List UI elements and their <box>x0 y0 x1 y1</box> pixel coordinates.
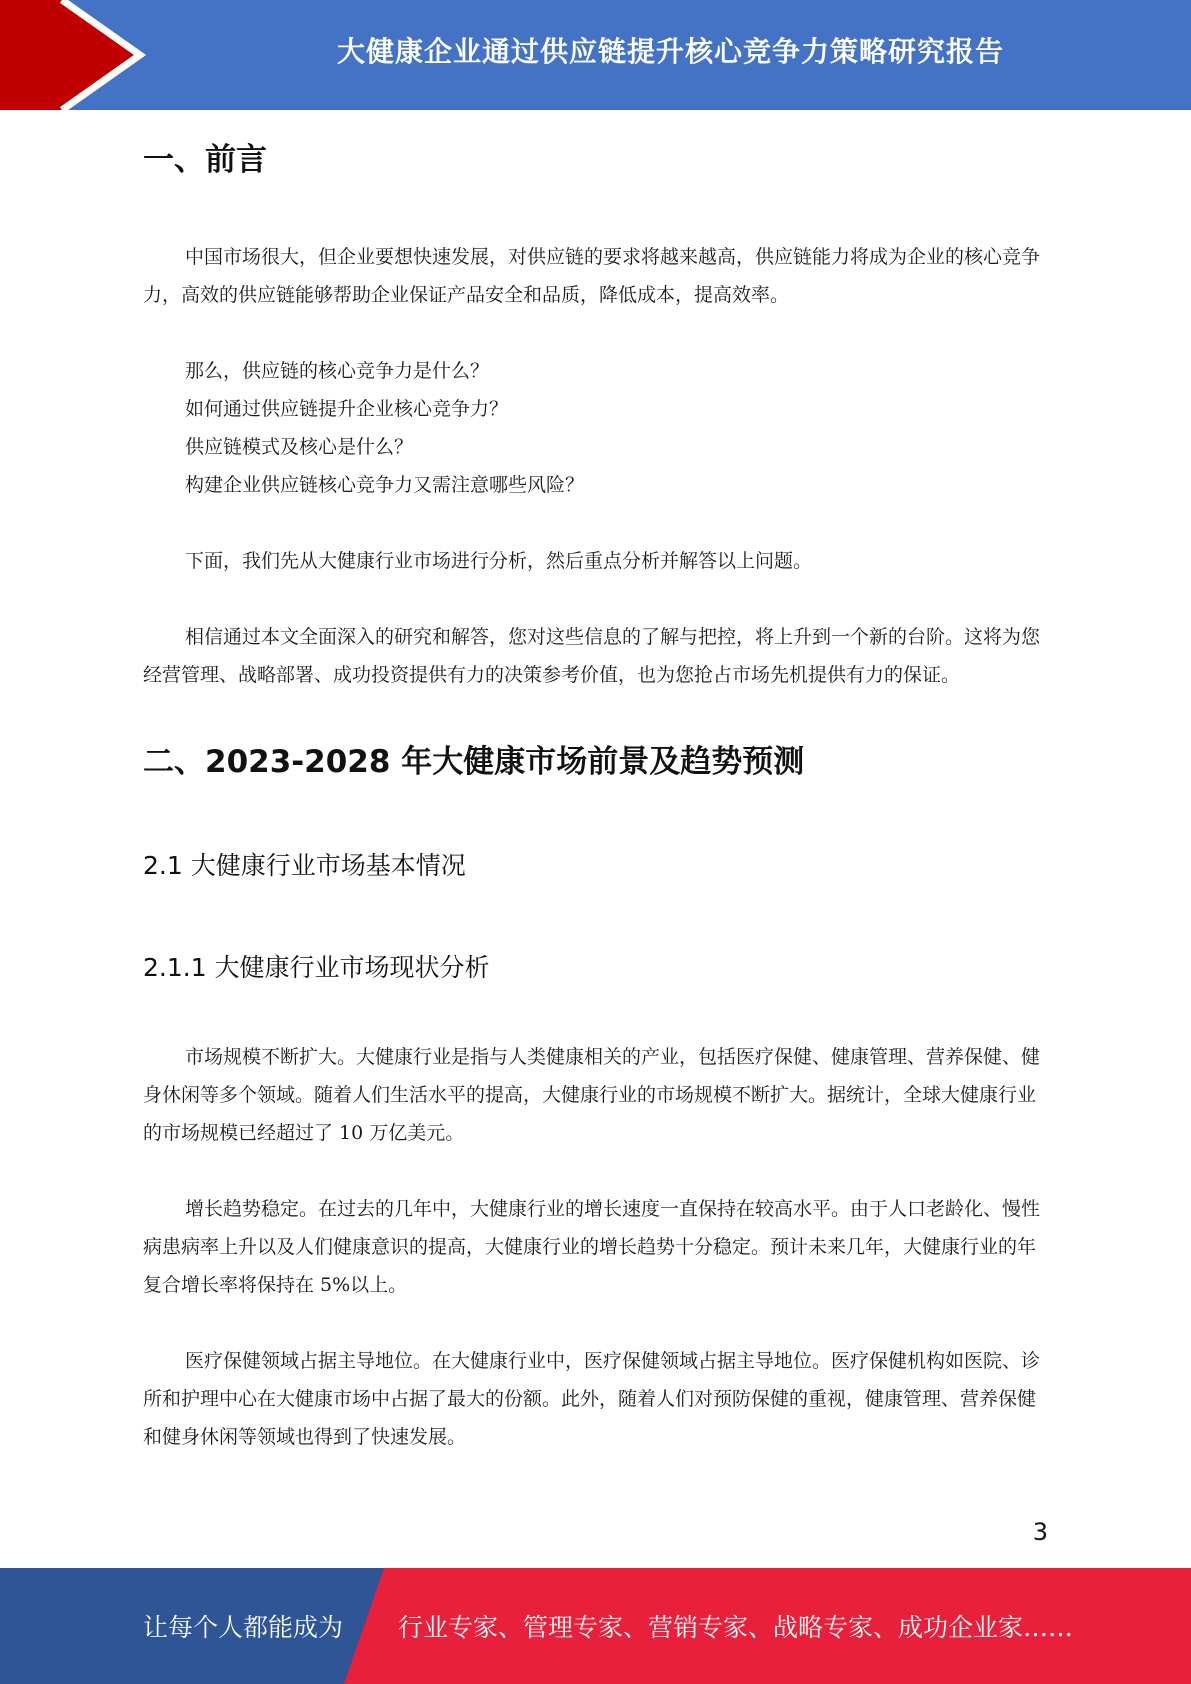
footer-slogan-left: 让每个人都能成为 <box>143 1613 344 1642</box>
footer-slogan-right: 行业专家、管理专家、营销专家、战略专家、成功企业家…… <box>398 1613 1074 1642</box>
document-body <box>143 130 1048 1456</box>
page-footer <box>0 1568 1191 1684</box>
header-title: 大健康企业通过供应链提升核心竞争力策略研究报告 <box>336 35 1004 68</box>
section-2-1-1-paragraph-1: 市场规模不断扩大。大健康行业是指与人类健康相关的产业，包括医疗保健、健康管理、营养保健、健身休闲等多个领域。随着人们生活水平的提高，大健康行业的市场规模不断扩大。据统计，全球大健康行业的市场规模已经超过了 10 万亿美元。 <box>143 1046 1041 1144</box>
page-number: 3 <box>1032 1518 1048 1546</box>
question-item: 构建企业供应链核心竞争力又需注意哪些风险？ <box>185 474 585 496</box>
question-item: 供应链模式及核心是什么？ <box>185 436 414 458</box>
section-2-heading: 二、2023-2028 年大健康市场前景及趋势预测 <box>143 744 805 780</box>
section-1-paragraph-3: 相信通过本文全面深入的研究和解答，您对这些信息的了解与把控，将上升到一个新的台阶。这将为您经营管理、战略部署、成功投资提供有力的决策参考价值，也为您抢占市场先机提供有力的保证。 <box>143 626 1041 686</box>
section-2-1-heading: 2.1 大健康行业市场基本情况 <box>143 851 466 880</box>
question-item: 那么，供应链的核心竞争力是什么？ <box>185 360 490 382</box>
section-1-heading: 一、前言 <box>143 142 267 178</box>
section-2-1-1-paragraph-3: 医疗保健领域占据主导地位。在大健康行业中，医疗保健领域占据主导地位。医疗保健机构如医院、诊所和护理中心在大健康市场中占据了最大的份额。此外，随着人们对预防保健的重视，健康管理、营养保健和健身休闲等领域也得到了快速发展。 <box>143 1350 1041 1448</box>
section-1-paragraph-1: 中国市场很大，但企业要想快速发展，对供应链的要求将越来越高，供应链能力将成为企业的核心竞争力，高效的供应链能够帮助企业保证产品安全和品质，降低成本，提高效率。 <box>143 246 1041 306</box>
page-header <box>0 0 1191 110</box>
question-list <box>143 352 1048 504</box>
question-item: 如何通过供应链提升企业核心竞争力？ <box>185 398 509 420</box>
section-2-1-1-heading: 2.1.1 大健康行业市场现状分析 <box>143 953 490 982</box>
section-2-1-1-paragraph-2: 增长趋势稳定。在过去的几年中，大健康行业的增长速度一直保持在较高水平。由于人口老龄化、慢性病患病率上升以及人们健康意识的提高，大健康行业的增长趋势十分稳定。预计未来几年，大健康行业的年复合增长率将保持在 5%以上。 <box>143 1198 1041 1296</box>
section-1-paragraph-2: 下面，我们先从大健康行业市场进行分析，然后重点分析并解答以上问题。 <box>185 550 813 572</box>
